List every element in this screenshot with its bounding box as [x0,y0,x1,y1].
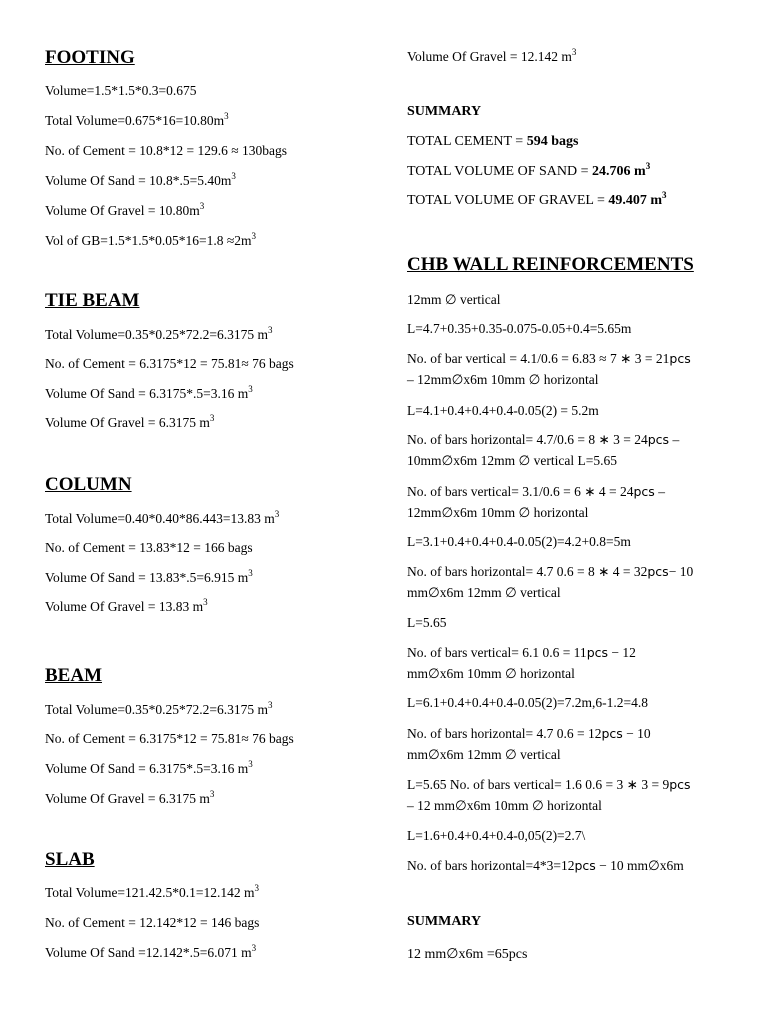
footing-line-3: No. of Cement = 10.8*12 = 129.6 ≈ 130bags [45,143,287,158]
summary-total-sand: TOTAL VOLUME OF SAND = 24.706 $m^3$ [407,161,651,179]
slab-line-2: No. of Cement = 12.142*12 = 146 bags [45,915,260,930]
chb-line-14: L=1.6+0.4+0.4+0.4-0,05(2)=2.7\ [407,828,586,843]
slab-line-3: Volume Of Sand =12.142*.5=6.071 $m^3$ [45,943,257,960]
footing-line-2: Total $Volume=0.675*16=10.80m^3$ [45,111,229,128]
summary-2-heading: SUMMARY [407,914,482,929]
chb-line-13: L=5.65 No. of bars vertical= 1.6 0.6 = 3 ∗ 3 = 9pcs – 12 mm∅x6m 10mm ∅ horizontal [407,777,691,813]
column-line-3: Volume Of Sand = 13.83*.5=6.915 $m^3$ [45,568,253,585]
chb-line-3: No. of bar vertical = 4.1/0.6 = 6.83 ≈ 7 ∗ 3 = 21pcs – 12mm∅x6m 10mm ∅ horizontal [407,351,691,387]
summary-heading: SUMMARY [407,104,482,119]
tie-beam-line-4: Volume Of Gravel = 6.3175 $m^3$ [45,413,215,430]
footing-line-5: Volume Of Gravel = $10.80m^3$ [45,201,205,218]
summary-total-cement: TOTAL CEMENT = 594 bags [407,134,579,149]
chb-line-1: 12mm ∅ vertical [407,292,501,307]
beam-line-3: Volume Of Sand = 6.3175*.5=3.16 $m^3$ [45,759,253,776]
footing-line-4: Volume Of Sand = $10.8*.5=5.40m^3$ [45,171,236,188]
chb-line-7: L=3.1+0.4+0.4+0.4-0.05(2)=4.2+0.8=5m [407,534,631,549]
slab-heading: SLAB [45,849,95,870]
beam-line-4: Volume Of Gravel = 6.3175 $m^3$ [45,789,215,806]
beam-heading: BEAM [45,665,102,686]
tie-beam-line-1: Total Volume=0.35*0.25*72.2=6.3175 $m^3$ [45,325,273,342]
footing-heading: FOOTING [45,47,135,68]
chb-line-10: No. of bars vertical= 6.1 0.6 = 11pcs − 12 mm∅x6m 10mm ∅ horizontal [407,645,636,681]
column-line-1: Total Volume=0.40*0.40*86.443=13.83 $m^3$ [45,509,280,526]
footing-line-6: Vol of $GB=1.5*1.5*0.05*16=1.8 \approx 2m^3$ [45,231,257,248]
tie-beam-line-3: Volume Of Sand = 6.3175*.5=3.16 $m^3$ [45,384,253,401]
chb-line-15: No. of bars horizontal=4*3=12pcs − 10 mm∅x6m [407,858,684,873]
chb-line-9: L=5.65 [407,615,447,630]
chb-line-8: No. of bars horizontal= 4.7 0.6 = 8 ∗ 4 = 32pcs− 10 mm∅x6m 12mm ∅ vertical [407,564,694,600]
chb-line-12: No. of bars horizontal= 4.7 0.6 = 12pcs − 10 mm∅x6m 12mm ∅ vertical [407,726,651,762]
summary-total-gravel: TOTAL VOLUME OF GRAVEL = 49.407 $m^3$ [407,190,667,208]
beam-line-1: Total Volume=0.35*0.25*72.2=6.3175 $m^3$ [45,700,273,717]
chb-heading: CHB WALL REINFORCEMENTS [407,254,694,275]
chb-line-5: No. of bars horizontal= 4.7/0.6 = 8 ∗ 3 = 24pcs – 10mm∅x6m 12mm ∅ vertical L=5.65 [407,432,680,468]
chb-line-4: L=4.1+0.4+0.4+0.4-0.05(2) = 5.2m [407,403,599,418]
beam-line-2: No. of Cement = 6.3175*12 = 75.81≈ 76 bags [45,731,294,746]
column-line-4: Volume Of Gravel = 13.83 $m^3$ [45,597,208,614]
column-heading: COLUMN [45,474,132,495]
chb-line-6: No. of bars vertical= 3.1/0.6 = 6 ∗ 4 = 24pcs – 12mm∅x6m 10mm ∅ horizontal [407,484,665,520]
chb-line-2: L=4.7+0.35+0.35-0.075-0.05+0.4=5.65m [407,321,632,336]
tie-beam-line-2: No. of Cement = 6.3175*12 = 75.81≈ 76 bags [45,356,294,371]
slab-line-1: Total Volume=121.42.5*0.1=12.142 $m^3$ [45,883,260,900]
chb-line-11: L=6.1+0.4+0.4+0.4-0.05(2)=7.2m,6-1.2=4.8 [407,695,649,710]
column-line-2: No. of Cement = 13.83*12 = 166 bags [45,540,253,555]
tie-beam-heading: TIE BEAM [45,290,140,311]
slab-gravel-line: Volume Of Gravel = 12.142 $m^3$ [407,47,577,64]
footing-line-1: Volume=1.5*1.5*0.3=0.675 [45,83,197,98]
summary-2-line-1: 12 mm∅x6m =65pcs [407,947,528,962]
